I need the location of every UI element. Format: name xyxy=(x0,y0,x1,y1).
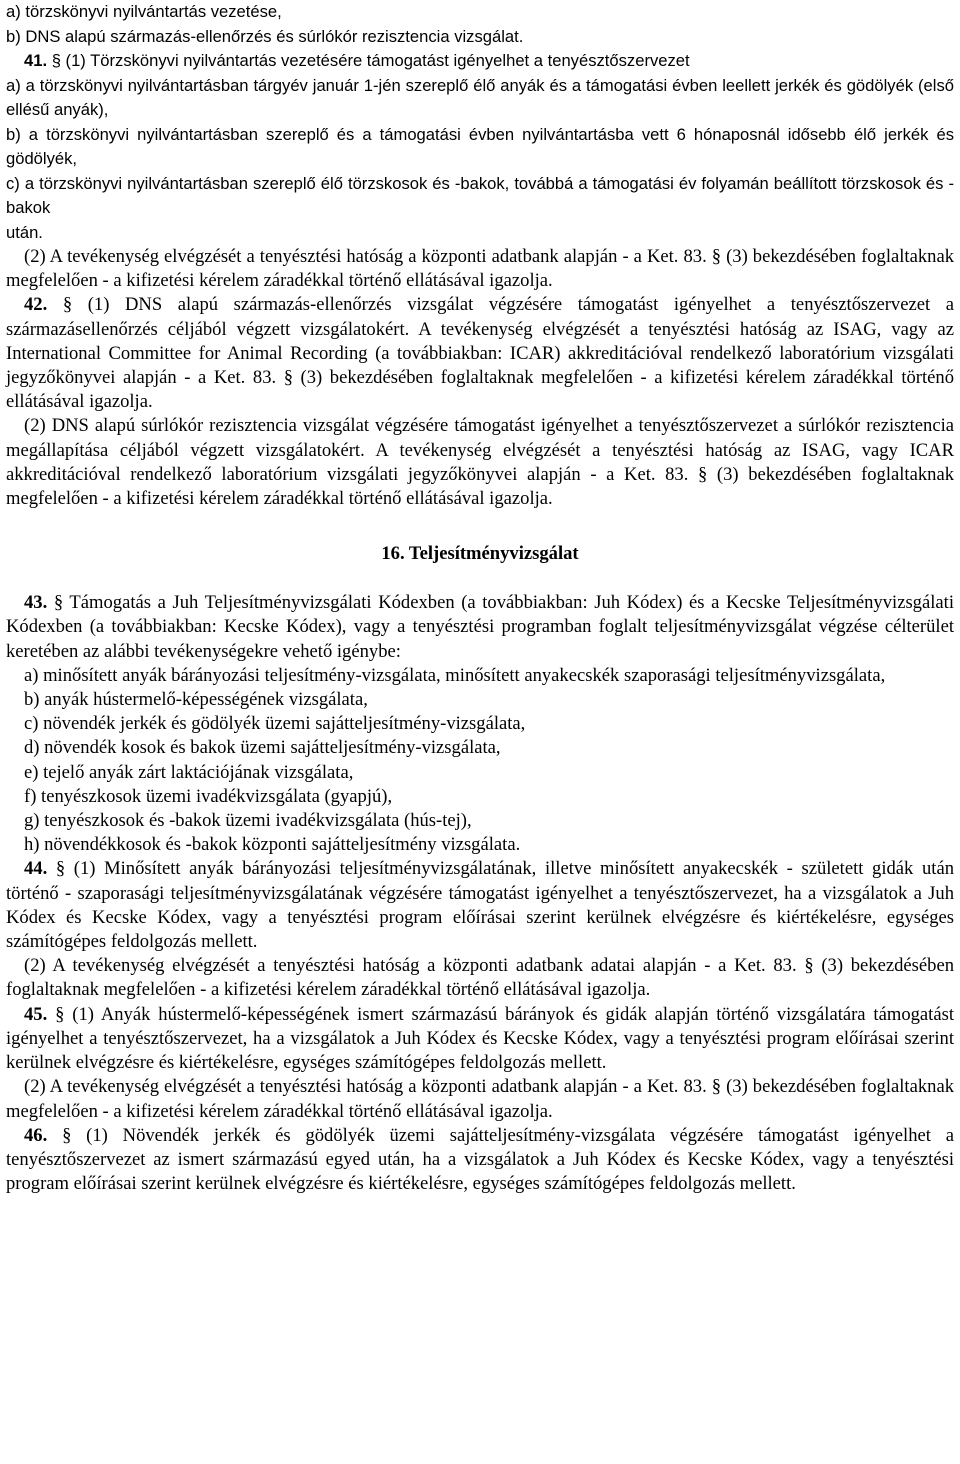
section-43-number: 43. xyxy=(24,592,48,614)
lower-block xyxy=(6,591,954,1196)
section-42-number: 42. xyxy=(24,294,48,316)
section-43-intro xyxy=(6,591,954,664)
section-43-item-a: a) minősített anyák bárányozási teljesítmény-vizsgálata, minősített anyakecskék szaporasági teljesítményvizsgálata, xyxy=(24,664,886,686)
section-41-2: (2) A tevékenység elvégzését a tenyésztési hatóság a központi adatbank alapján - a Ket. 83. § (3) bekezdésében foglaltaknak megfelelően - a kifizetési kérelem záradékkal történő ellátásával igazolja. xyxy=(6,246,954,292)
section-41-a: a) a törzskönyvi nyilvántartásban tárgyév január 1-jén szereplő élő anyák és a támogatási évben leellett jerkék és gödölyék (első ellésű anyák), xyxy=(6,75,954,119)
section-44-1-text: § (1) Minősített anyák bárányozási teljesítményvizsgálatának, illetve minősített anyakecskék - született gidák után történő - szaporasági teljesítményvizsgálatának végzésére támogatást igényelhet a tenyésztőszervezet, ha a vizsgálatok a Juh Kódex és Kecske Kódex, vagy a tenyésztési program előírásai szerint kerülnek elvégzésre és kiértékelésre, egységes számítógépes feldolgozás mellett. xyxy=(6,858,954,953)
section-43-item-g: g) tenyészkosok és -bakok üzemi ivadékvizsgálata (hús-tej), xyxy=(24,810,472,832)
section-45-number: 45. xyxy=(24,1003,48,1025)
line-b: b) DNS alapú származás-ellenőrzés és súrlókór rezisztencia vizsgálat. xyxy=(6,26,524,46)
section-43-item-e: e) tejelő anyák zárt laktációjának vizsgálata, xyxy=(24,761,354,783)
section-41-c: c) a törzskönyvi nyilvántartásban szereplő élő törzskosok és -bakok, továbbá a támogatási év folyamán beállított törzskosok és -bakok xyxy=(6,173,954,217)
section-46-1-text: § (1) Növendék jerkék és gödölyék üzemi sajátteljesítmény-vizsgálata végzésére támogatást igényelhet a tenyésztőszervezet az ismert származású egyed után, ha a vizsgálatok a Juh Kódex és Kecske Kódex, vagy a tenyésztési program előírásai szerint kerülnek elvégzésre és kiértékelésre, egységes számítógépes feldolgozás mellett. xyxy=(6,1124,954,1195)
section-43-item-b: b) anyák hústermelő-képességének vizsgálata, xyxy=(24,689,368,711)
section-46-number: 46. xyxy=(24,1124,48,1146)
section-45-1-text: § (1) Anyák hústermelő-képességének ismert származású bárányok és gidák alapján történő vizsgálatára támogatást igényelhet a tenyésztőszervezet, ha a vizsgálatok a Juh Kódex és Kecske Kódex, vagy a tenyésztési program előírásai szerint kerülnek elvégzésre és kiértékelésre, egységes számítógépes feldolgozás mellett. xyxy=(6,1003,954,1074)
section-43-item-h: h) növendékkosok és -bakok központi sajátteljesítmény vizsgálata. xyxy=(24,834,521,856)
section-42-1 xyxy=(6,293,954,414)
section-41-intro xyxy=(6,49,954,74)
section-43-text: § Támogatás a Juh Teljesítményvizsgálati Kódexben (a továbbiakban: Juh Kódex) és a Kecske Teljesítményvizsgálati Kódexben (a továbbiakban: Kecske Kódex), vagy a tenyésztési programban foglalt teljesítményvizsgálat végzése célterület keretében az alábbi tevékenységekre vehető igénybe: xyxy=(6,592,954,662)
middle-block xyxy=(6,245,954,511)
section-41-text: § (1) Törzskönyvi nyilvántartás vezetésére támogatást igényelhet a tenyésztőszervezet xyxy=(51,51,690,70)
top-sans-block xyxy=(6,0,954,245)
section-41-b: b) a törzskönyvi nyilvántartásban szereplő és a támogatási évben nyilvántartásba vett 6 hónaposnál idősebb élő jerkék és gödölyék, xyxy=(6,124,954,168)
chapter-heading: 16. Teljesítményvizsgálat xyxy=(381,543,579,565)
section-41-number: 41. xyxy=(24,51,48,70)
section-41-utan: után. xyxy=(6,222,43,242)
section-46-1 xyxy=(6,1124,954,1197)
section-44-1 xyxy=(6,857,954,954)
section-43-item-f: f) tenyészkosok üzemi ivadékvizsgálata (gyapjú), xyxy=(24,785,393,807)
section-45-1 xyxy=(6,1003,954,1076)
section-45-2: (2) A tevékenység elvégzését a tenyésztési hatóság a központi adatbank alapján - a Ket. 83. § (3) bekezdésében foglaltaknak megfelelően - a kifizetési kérelem záradékkal történő ellátásával igazolja. xyxy=(6,1076,954,1122)
section-44-2: (2) A tevékenység elvégzését a tenyésztési hatóság a központi adatbank adatai alapján - a Ket. 83. § (3) bekezdésében foglaltaknak megfelelően - a kifizetési kérelem záradékkal történő ellátásával igazolja. xyxy=(6,955,954,1001)
section-43-item-d: d) növendék kosok és bakok üzemi sajátteljesítmény-vizsgálata, xyxy=(24,737,501,759)
section-43-item-c: c) növendék jerkék és gödölyék üzemi sajátteljesítmény-vizsgálata, xyxy=(24,713,526,735)
line-a: a) törzskönyvi nyilvántartás vezetése, xyxy=(6,2,282,21)
section-42-2: (2) DNS alapú súrlókór rezisztencia vizsgálat végzésére támogatást igényelhet a tenyésztőszervezet a súrlókór rezisztencia megállapítása céljából végzett vizsgálatokért. A tevékenység elvégzését a tenyésztési hatóság az ISAG, vagy ICAR akkreditációval rendelkező laboratórium vizsgálati jegyzőkönyvei alapján - a Ket. 83. § (3) bekezdésében foglaltaknak megfelelően - a kifizetési kérelem záradékkal történő ellátásával igazolja. xyxy=(6,415,954,510)
section-42-1-text: § (1) DNS alapú származás-ellenőrzés vizsgálat végzésére támogatást igényelhet a tenyésztőszervezet a származásellenőrzés céljából végzett vizsgálatokért. A tevékenység elvégzését a tenyésztési hatóság az ISAG, vagy az International Committee for Animal Recording (a továbbiakban: ICAR) akkreditációval rendelkező laboratórium vizsgálati jegyzőkönyvei alapján - a Ket. 83. § (3) bekezdésében foglaltaknak megfelelően - a kifizetési kérelem záradékkal történő ellátásával igazolja. xyxy=(6,294,954,413)
section-44-number: 44. xyxy=(24,858,48,880)
